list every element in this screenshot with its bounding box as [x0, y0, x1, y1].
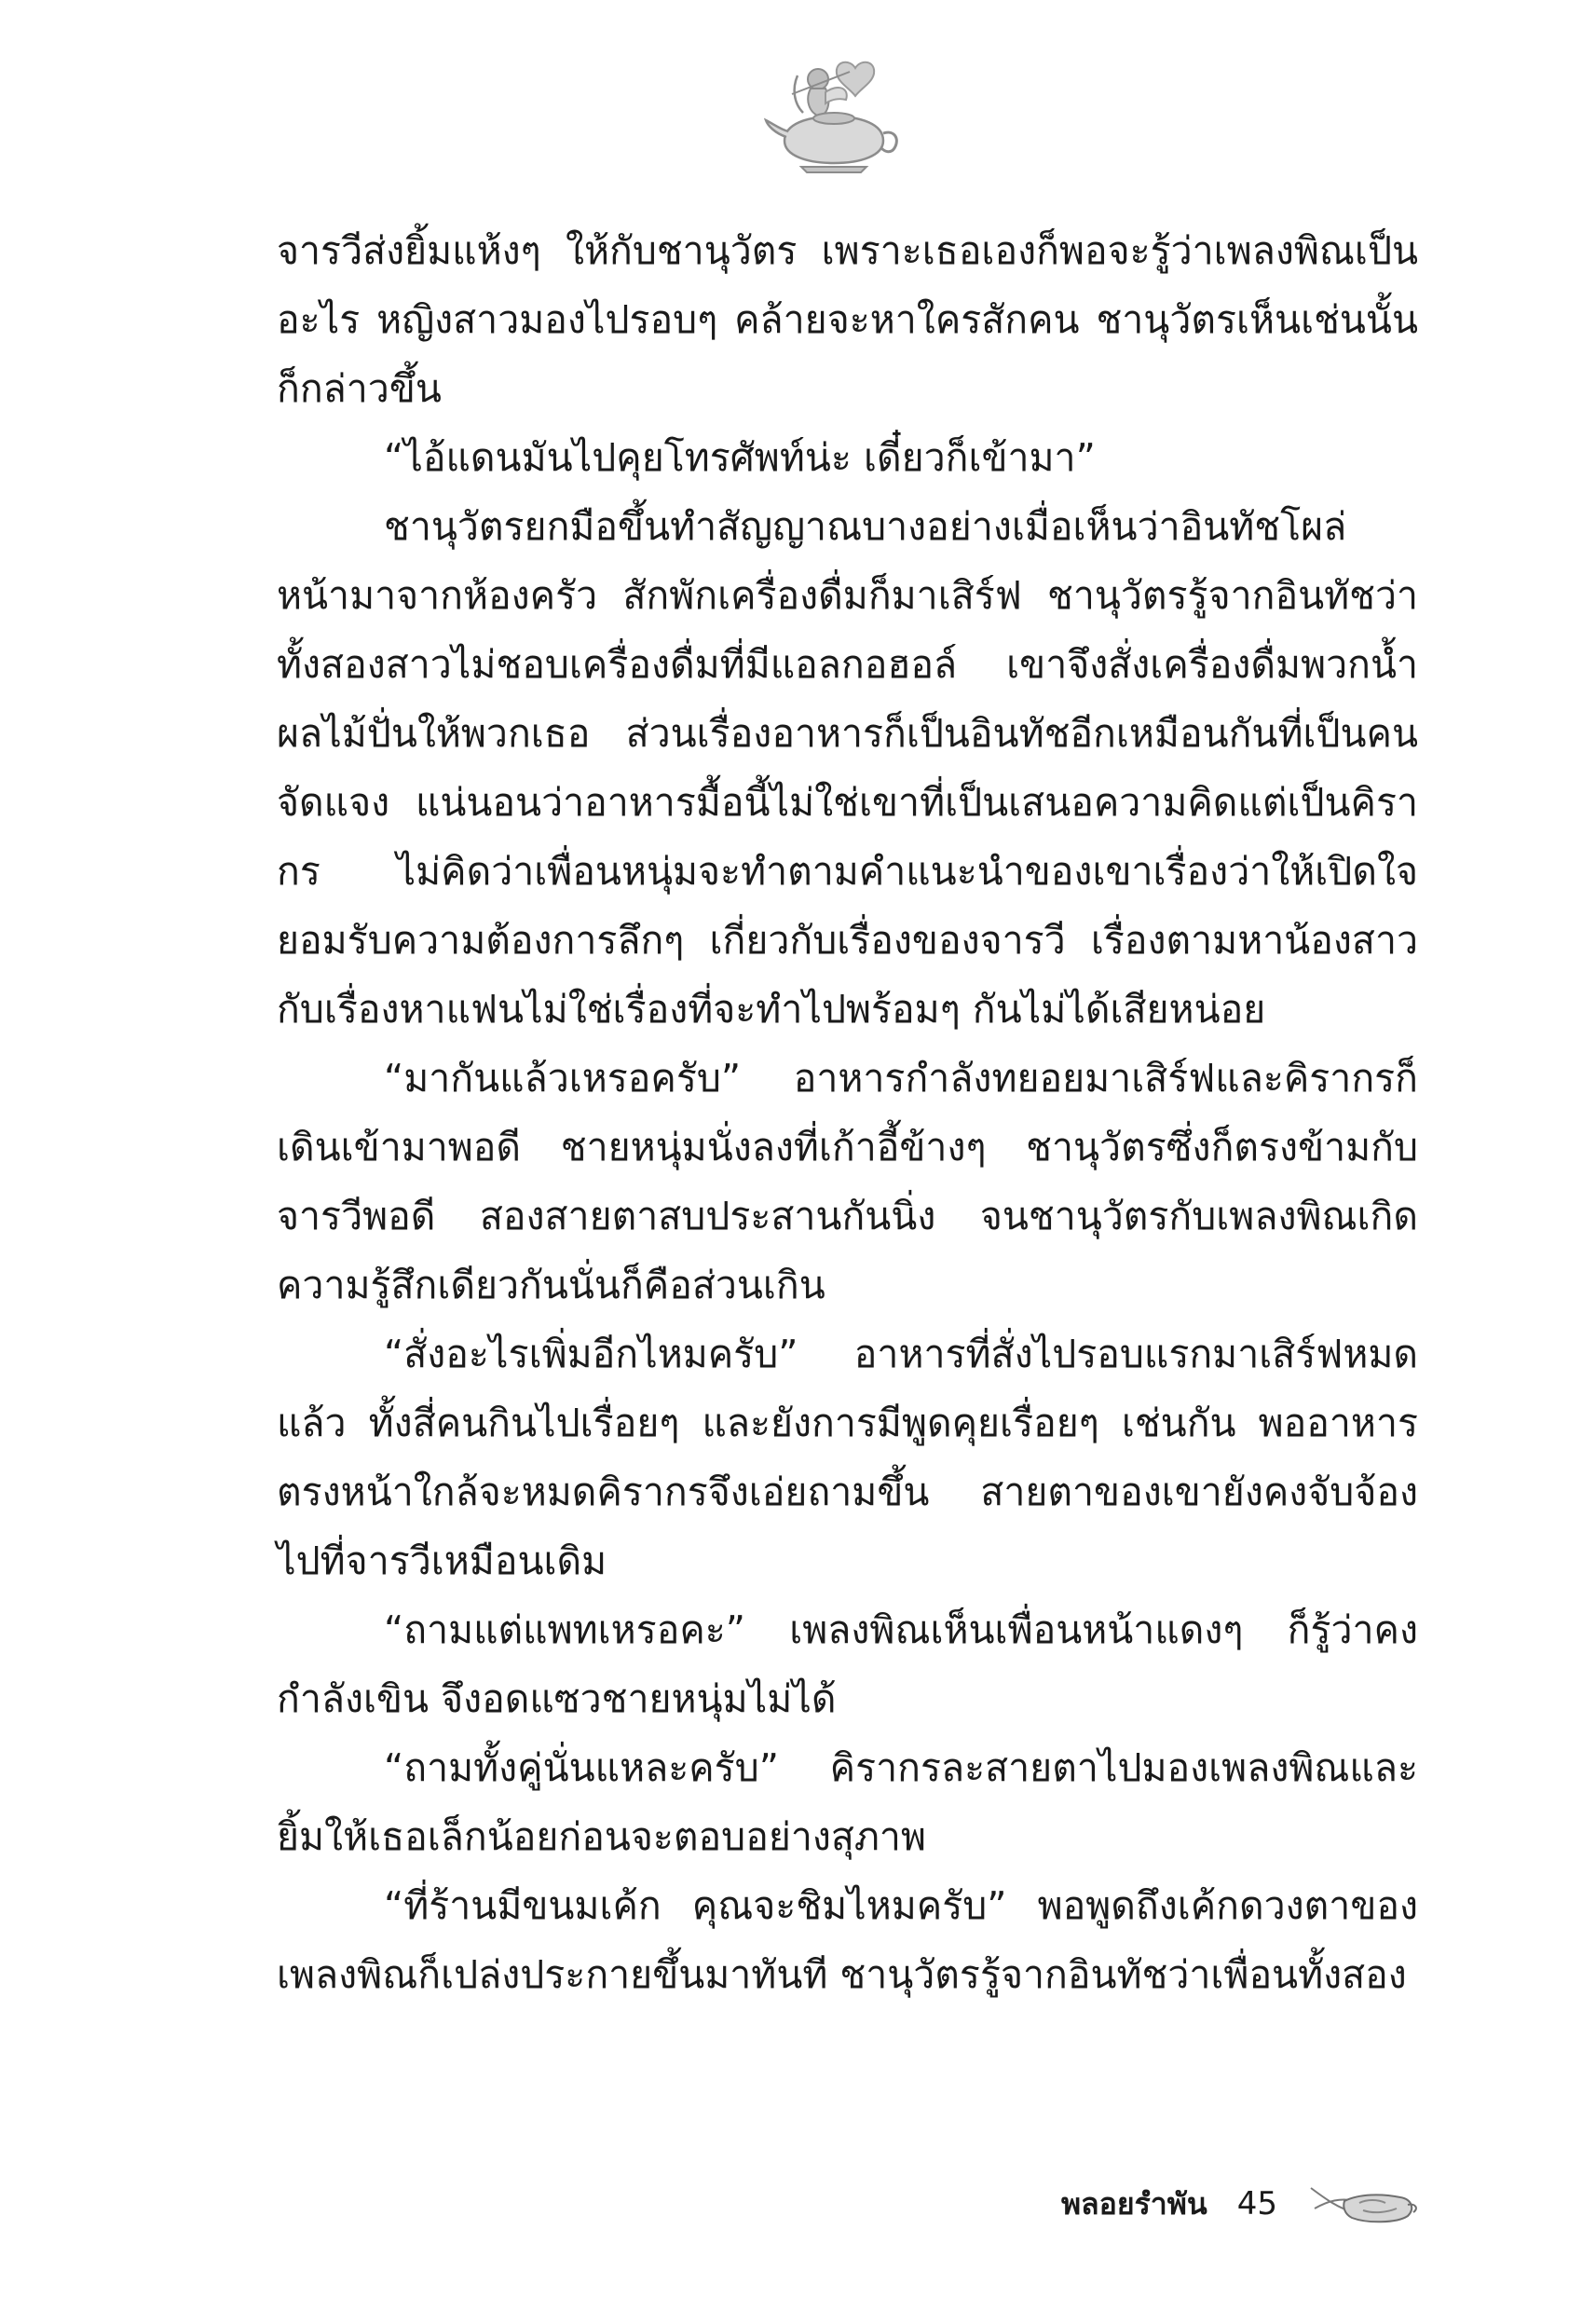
paragraph: “สั่งอะไรเพิ่มอีกไหมครับ” อาหารที่สั่งไปรอบแรกมาเสิร์ฟหมดแล้ว ทั้งสี่คนกินไปเรื่อยๆ และยังการมีพูดคุยเรื่อยๆ เช่นกัน พออาหารตรงหน้าใกล้จะหมดคิรากรจึงเอ่ยถามขึ้น สายตาของเขายังคงจับจ้องไปที่จารวีเหมือนเดิม: [277, 1332, 1418, 1583]
feather-teacup-ornament-icon: [1307, 2181, 1419, 2227]
paragraph: ชานุวัตรยกมือขึ้นทำสัญญาณบางอย่างเมื่อเห็นว่าอินทัชโผล่หน้ามาจากห้องครัว สักพักเครื่องดื่มก็มาเสิร์ฟ ชานุวัตรรู้จากอินทัชว่าทั้งสองสาวไม่ชอบเครื่องดื่มที่มีแอลกอฮอล์ เขาจึงสั่งเครื่องดื่มพวกน้ำผลไม้ปั่นให้พวกเธอ ส่วนเรื่องอาหารก็เป็นอินทัชอีกเหมือนกันที่เป็นคนจัดแจง แน่นอนว่าอาหารมื้อนี้ไม่ใช่เขาที่เป็นเสนอความคิดแต่เป็นคิรากร ไม่คิดว่าเพื่อนหนุ่มจะทำตามคำแนะนำของเขาเรื่องว่าให้เปิดใจยอมรับความต้องการลึกๆ เกี่ยวกับเรื่องของจารวี เรื่องตามหาน้องสาวกับเรื่องหาแฟนไม่ใช่เรื่องที่จะทำไปพร้อมๆ กันไม่ได้เสียหน่อย: [277, 504, 1418, 1032]
body-text: [277, 216, 1418, 2009]
paragraph: “มากันแล้วเหรอครับ” อาหารกำลังทยอยมาเสิร์ฟและคิรากรก็เดินเข้ามาพอดี ชายหนุ่มนั่งลงที่เก้าอี้ข้างๆ ชานุวัตรซึ่งก็ตรงข้ามกับจารวีพอดี สองสายตาสบประสานกันนิ่ง จนชานุวัตรกับเพลงพิณเกิดความรู้สึกเดียวกันนั่นก็คือส่วนเกิน: [277, 1056, 1418, 1307]
paragraph: “ไอ้แดนมันไปคุยโทรศัพท์น่ะ เดี๋ยวก็เข้ามา”: [384, 435, 1096, 480]
paragraph: “ถามแต่แพทเหรอคะ” เพลงพิณเห็นเพื่อนหน้าแดงๆ ก็รู้ว่าคงกำลังเขิน จึงอดแซวชายหนุ่มไม่ได้: [277, 1607, 1418, 1721]
cupid-teapot-ornament-icon: [764, 51, 904, 177]
page-number: 45: [1236, 2185, 1277, 2222]
book-title: พลอยรำพัน: [1060, 2185, 1207, 2222]
paragraph: “ที่ร้านมีขนมเค้ก คุณจะชิมไหมครับ” พอพูดถึงเค้กดวงตาของเพลงพิณก็เปล่งประกายขึ้นมาทันที ชานุวัตรรู้จากอินทัชว่าเพื่อนทั้งสอง: [277, 1883, 1418, 1997]
paragraph: จารวีส่งยิ้มแห้งๆ ให้กับชานุวัตร เพราะเธอเองก็พอจะรู้ว่าเพลงพิณเป็นอะไร หญิงสาวมองไปรอบๆ คล้ายจะหาใครสักคน ชานุวัตรเห็นเช่นนั้นก็กล่าวขึ้น: [277, 228, 1418, 411]
page-footer: [1061, 2176, 1419, 2232]
paragraph: “ถามทั้งคู่นั่นแหละครับ” คิรากรละสายตาไปมองเพลงพิณและยิ้มให้เธอเล็กน้อยก่อนจะตอบอย่างสุภาพ: [277, 1745, 1418, 1859]
